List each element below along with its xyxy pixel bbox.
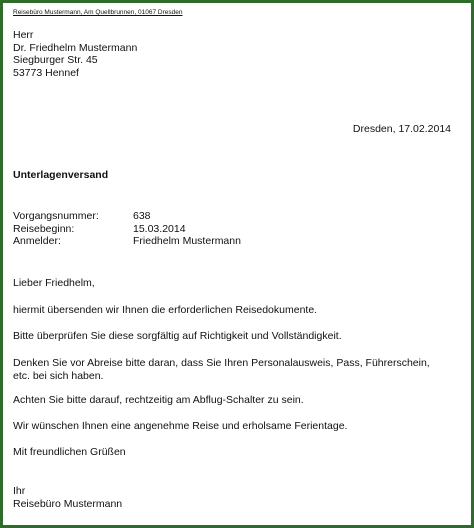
letter-subject: Unterlagenversand [13, 169, 109, 181]
recipient-city: 53773 Hennef [13, 66, 79, 79]
body-paragraph: Achten Sie bitte darauf, rechtzeitig am Abflug-Schalter zu sein. [13, 394, 304, 406]
detail-label: Vorgangsnummer: [13, 210, 99, 222]
greeting: Lieber Friedhelm, [13, 277, 95, 289]
sender-return-address: Reisebüro Mustermann, Am Quellbrunnen, 01067 Dresden [13, 9, 183, 16]
detail-value: Friedhelm Mustermann [133, 235, 241, 247]
signature-line-2: Reisebüro Mustermann [13, 497, 123, 510]
letter-page [3, 3, 471, 525]
body-paragraph: Bitte überprüfen Sie diese sorgfältig auf Richtigkeit und Vollständigkeit. [13, 330, 342, 342]
recipient-name: Dr. Friedhelm Mustermann [13, 41, 138, 54]
body-paragraph: Wir wünschen Ihnen eine angenehme Reise und erholsame Ferientage. [13, 420, 348, 432]
detail-row-applicant [13, 235, 241, 248]
signature-line-1: Ihr [13, 485, 26, 497]
body-paragraph: hiermit übersenden wir Ihnen die erforderlichen Reisedokumente. [13, 304, 318, 316]
recipient-address [13, 29, 137, 79]
body-paragraph: Denken Sie vor Abreise bitte daran, dass Sie Ihren Personalausweis, Pass, Führerschein, etc. bei sich haben. [13, 357, 430, 382]
detail-label: Anmelder: [13, 235, 61, 247]
booking-details [13, 210, 241, 248]
detail-label: Reisebeginn: [13, 222, 75, 235]
detail-value: 15.03.2014 [133, 222, 186, 235]
detail-row-travel-start [13, 223, 241, 236]
signature-block [13, 485, 122, 510]
recipient-salutation: Herr [13, 29, 34, 41]
recipient-street: Siegburger Str. 45 [13, 54, 98, 66]
sign-off: Mit freundlichen Grüßen [13, 446, 126, 458]
detail-value: 638 [133, 210, 151, 222]
letter-date: Dresden, 17.02.2014 [352, 123, 451, 135]
detail-row-booking-number [13, 210, 241, 223]
